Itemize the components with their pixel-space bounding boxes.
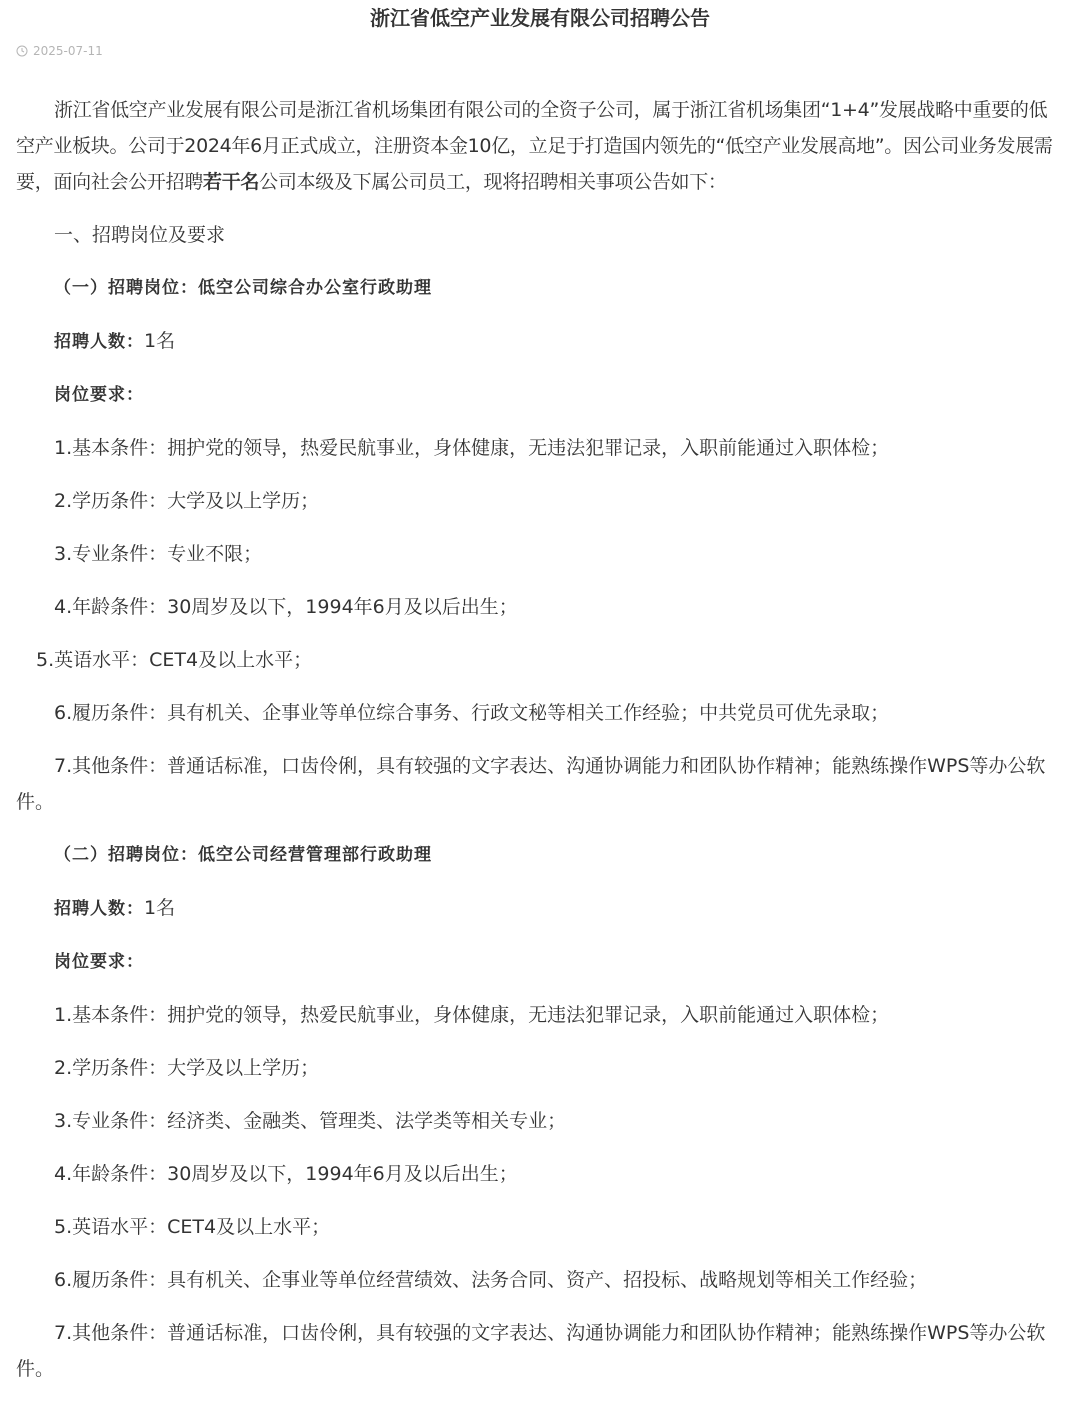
count-value: 1名 <box>144 330 176 352</box>
requirement-item: 4.年龄条件：30周岁及以下，1994年6月及以后出生； <box>54 1163 518 1185</box>
requirement-item: 4.年龄条件：30周岁及以下，1994年6月及以后出生； <box>54 596 518 618</box>
requirement-item: 3.专业条件：专业不限； <box>54 543 263 565</box>
requirement-item: 6.履历条件：具有机关、企事业等单位经营绩效、法务合同、资产、招投标、战略规划等相关工作经验； <box>54 1269 928 1291</box>
requirement-item: 5.英语水平：CET4及以上水平； <box>36 649 313 671</box>
count-value: 1名 <box>144 897 176 919</box>
section-heading: 一、招聘岗位及要求 <box>54 224 226 246</box>
article-body <box>16 92 1062 1404</box>
requirement-item: 6.履历条件：具有机关、企事业等单位综合事务、行政文秘等相关工作经验；中共党员可优先录取； <box>54 702 890 724</box>
intro-text: 浙江省低空产业发展有限公司是浙江省机场集团有限公司的全资子公司，属于浙江省机场集团“1+4”发展战略中重要的低空产业板块。公司于2024年6月正式成立，注册资本金10亿，立足于打造国内领先的“低空产业发展高地”。因公司业务发展需要，面向社会公开招聘 <box>16 99 1053 193</box>
publish-date-row <box>16 42 103 60</box>
clock-icon <box>16 45 28 57</box>
count-label: 招聘人数： <box>54 899 144 919</box>
position-count <box>16 323 1062 360</box>
requirement-item: 1.基本条件：拥护党的领导，热爱民航事业，身体健康，无违法犯罪记录，入职前能通过入职体检； <box>54 437 890 459</box>
position-count <box>16 890 1062 927</box>
requirement-item: 3.专业条件：经济类、金融类、管理类、法学类等相关专业； <box>54 1110 567 1132</box>
requirement-item: 2.学历条件：大学及以上学历； <box>54 1057 320 1079</box>
requirement-item: 7.其他条件：普通话标准，口齿伶俐，具有较强的文字表达、沟通协调能力和团队协作精神；能熟练操作WPS等办公软件。 <box>16 755 1046 813</box>
requirements-label: 岗位要求： <box>54 385 144 405</box>
position-heading: （二）招聘岗位：低空公司经营管理部行政助理 <box>54 845 432 865</box>
publish-date: 2025-07-11 <box>33 44 103 58</box>
count-label: 招聘人数： <box>54 332 144 352</box>
requirement-item: 2.学历条件：大学及以上学历； <box>54 490 320 512</box>
position-heading: （一）招聘岗位：低空公司综合办公室行政助理 <box>54 278 432 298</box>
requirement-item: 1.基本条件：拥护党的领导，热爱民航事业，身体健康，无违法犯罪记录，入职前能通过入职体检； <box>54 1004 890 1026</box>
intro-paragraph <box>16 92 1062 200</box>
requirements-label: 岗位要求： <box>54 952 144 972</box>
intro-text-end: 公司本级及下属公司员工，现将招聘相关事项公告如下： <box>259 171 727 193</box>
requirement-item: 7.其他条件：普通话标准，口齿伶俐，具有较强的文字表达、沟通协调能力和团队协作精神；能熟练操作WPS等办公软件。 <box>16 1322 1046 1380</box>
requirement-item: 5.英语水平：CET4及以上水平； <box>54 1216 331 1238</box>
intro-bold-text: 若干名 <box>203 171 260 193</box>
article-title: 浙江省低空产业发展有限公司招聘公告 <box>370 6 710 30</box>
